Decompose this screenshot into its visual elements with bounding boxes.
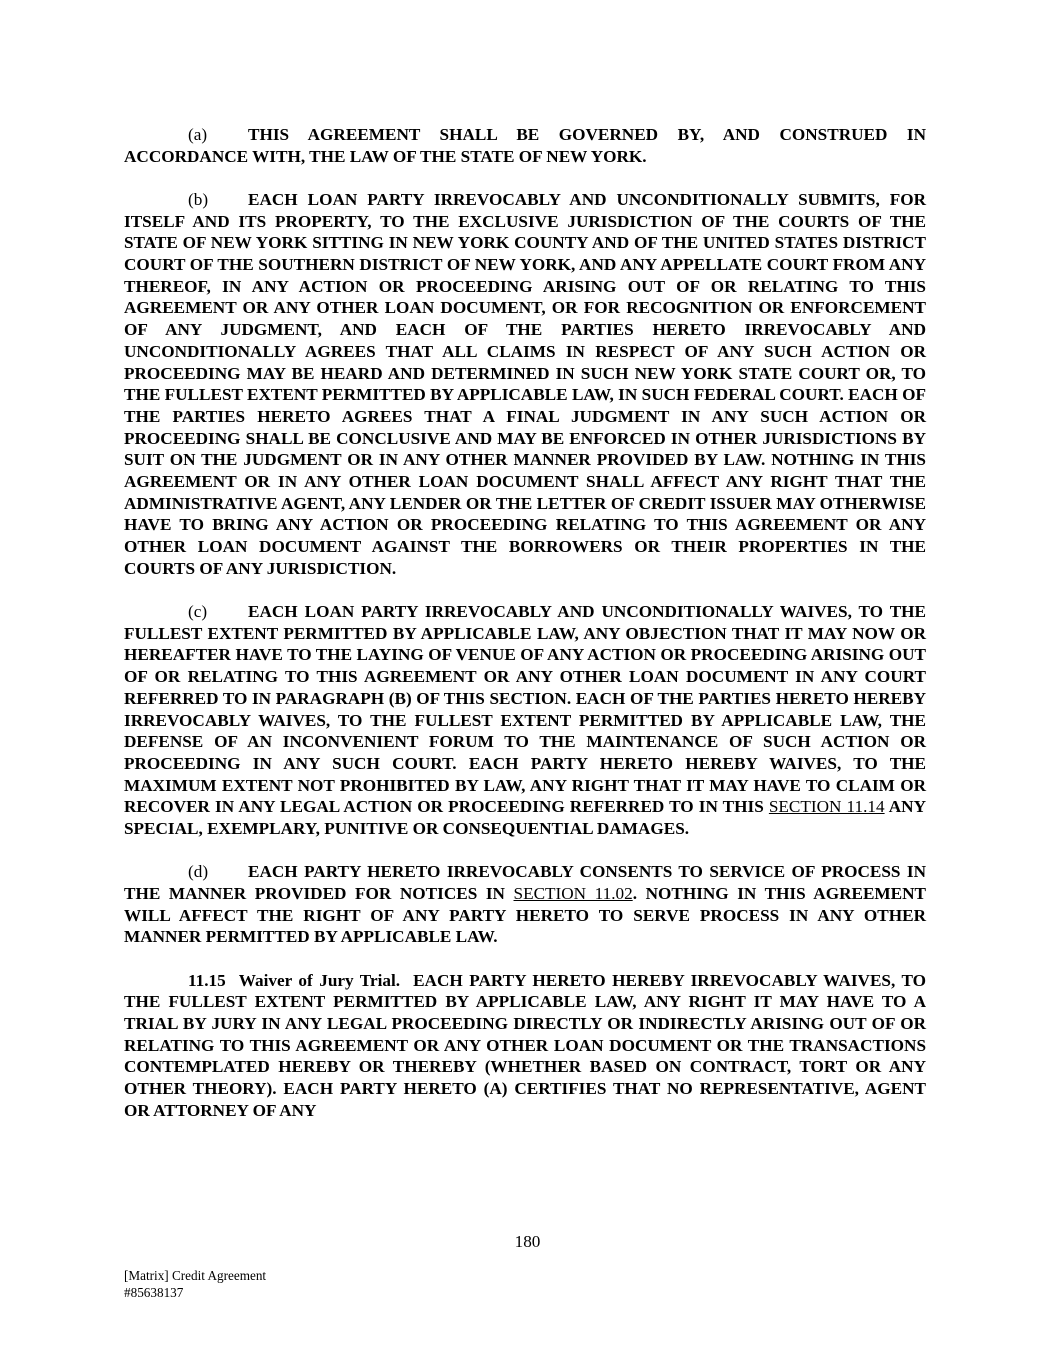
section-11-15-text: EACH PARTY HERETO HEREBY IRREVOCABLY WAIVES, TO THE FULLEST EXTENT PERMITTED BY APPLICABLE LAW, ANY RIGHT IT MAY HAVE TO A TRIAL BY JURY IN ANY LEGAL PROCEEDING DIRECTLY OR INDIRECTLY ARISING OUT OF OR RELATING TO THIS AGREEMENT OR ANY OTHER LOAN DOCUMENT OR THE TRANSACTIONS CONTEMPLATED HEREBY OR THEREBY (WHETHER BASED ON CONTRACT, TORT OR ANY OTHER THEORY). EACH PARTY HERETO (A) CERTIFIES THAT NO REPRESENTATIVE, AGENT OR ATTORNEY OF ANY xyxy=(124,970,926,1120)
paragraph-b-marker: (b) xyxy=(188,189,209,209)
section-11-14-reference[interactable]: SECTION 11.14 xyxy=(768,797,885,817)
paragraph-c-text-after: ANY SPECIAL, EXEMPLARY, PUNITIVE OR CONSEQUENTIAL DAMAGES. xyxy=(124,797,926,839)
paragraph-d xyxy=(124,861,926,948)
section-11-15-heading: Waiver of Jury Trial. xyxy=(238,970,401,990)
footer-document-title: [Matrix] Credit Agreement xyxy=(124,1268,267,1283)
paragraph-c xyxy=(124,601,926,840)
paragraph-c-marker: (c) xyxy=(188,602,208,622)
document-body xyxy=(124,124,926,1143)
footer xyxy=(124,1267,266,1301)
paragraph-d-text-after: . NOTHING IN THIS AGREEMENT WILL AFFECT THE RIGHT OF ANY PARTY HERETO TO SERVE PROCESS IN ANY OTHER MANNER PERMITTED BY APPLICABLE LAW. xyxy=(124,884,926,947)
paragraph-a-marker: (a) xyxy=(188,125,208,144)
paragraph-c-text-before: EACH LOAN PARTY IRREVOCABLY AND UNCONDITIONALLY WAIVES, TO THE FULLEST EXTENT PERMITTED BY APPLICABLE LAW, ANY OBJECTION THAT IT MAY NOW OR HEREAFTER HAVE TO THE LAYING OF VENUE OF ANY ACTION OR PROCEEDING ARISING OUT OF OR RELATING TO THIS AGREEMENT OR ANY OTHER LOAN DOCUMENT IN ANY COURT REFERRED TO IN PARAGRAPH (B) OF THIS SECTION. EACH OF THE PARTIES HERETO HEREBY IRREVOCABLY WAIVES, TO THE FULLEST EXTENT PERMITTED BY APPLICABLE LAW, THE DEFENSE OF AN INCONVENIENT FORUM TO THE MAINTENANCE OF SUCH ACTION OR PROCEEDING IN ANY SUCH COURT. EACH PARTY HERETO HEREBY WAIVES, TO THE MAXIMUM EXTENT NOT PROHIBITED BY LAW, ANY RIGHT THAT IT MAY HAVE TO CLAIM OR RECOVER IN ANY LEGAL ACTION OR PROCEEDING REFERRED TO IN THIS xyxy=(124,602,926,817)
section-11-15 xyxy=(124,970,926,1122)
paragraph-b-text: EACH LOAN PARTY IRREVOCABLY AND UNCONDITIONALLY SUBMITS, FOR ITSELF AND ITS PROPERTY, TO THE EXCLUSIVE JURISDICTION OF THE COURTS OF THE STATE OF NEW YORK SITTING IN NEW YORK COUNTY AND OF THE UNITED STATES DISTRICT COURT OF THE SOUTHERN DISTRICT OF NEW YORK, AND ANY APPELLATE COURT FROM ANY THEREOF, IN ANY ACTION OR PROCEEDING ARISING OUT OF OR RELATING TO THIS AGREEMENT OR ANY OTHER LOAN DOCUMENT, OR FOR RECOGNITION OR ENFORCEMENT OF ANY JUDGMENT, AND EACH OF THE PARTIES HERETO IRREVOCABLY AND UNCONDITIONALLY AGREES THAT ALL CLAIMS IN RESPECT OF ANY SUCH ACTION OR PROCEEDING MAY BE HEARD AND DETERMINED IN SUCH NEW YORK STATE COURT OR, TO THE FULLEST EXTENT PERMITTED BY APPLICABLE LAW, IN SUCH FEDERAL COURT. EACH OF THE PARTIES HERETO AGREES THAT A FINAL JUDGMENT IN ANY SUCH ACTION OR PROCEEDING SHALL BE CONCLUSIVE AND MAY BE ENFORCED IN OTHER JURISDICTIONS BY SUIT ON THE JUDGMENT OR IN ANY OTHER MANNER PROVIDED BY LAW. NOTHING IN THIS AGREEMENT OR IN ANY OTHER LOAN DOCUMENT SHALL AFFECT ANY RIGHT THAT THE ADMINISTRATIVE AGENT, ANY LENDER OR THE LETTER OF CREDIT ISSUER MAY OTHERWISE HAVE TO BRING ANY ACTION OR PROCEEDING RELATING TO THIS AGREEMENT OR ANY OTHER LOAN DOCUMENT AGAINST THE BORROWERS OR THEIR PROPERTIES IN THE COURTS OF ANY JURISDICTION. xyxy=(124,189,926,578)
section-11-02-reference[interactable]: SECTION 11.02 xyxy=(513,884,633,903)
page-number: 180 xyxy=(514,1232,541,1251)
paragraph-d-text-before: EACH PARTY HERETO IRREVOCABLY CONSENTS TO SERVICE OF PROCESS IN THE MANNER PROVIDED FOR NOTICES IN xyxy=(124,862,926,903)
paragraph-a xyxy=(124,124,926,167)
paragraph-d-marker: (d) xyxy=(188,862,209,882)
footer-document-id: #85638137 xyxy=(124,1285,184,1300)
section-11-15-number: 11.15 xyxy=(188,970,226,990)
paragraph-b xyxy=(124,189,926,580)
paragraph-a-text: THIS AGREEMENT SHALL BE GOVERNED BY, AND CONSTRUED IN ACCORDANCE WITH, THE LAW OF THE STATE OF NEW YORK. xyxy=(124,125,926,166)
